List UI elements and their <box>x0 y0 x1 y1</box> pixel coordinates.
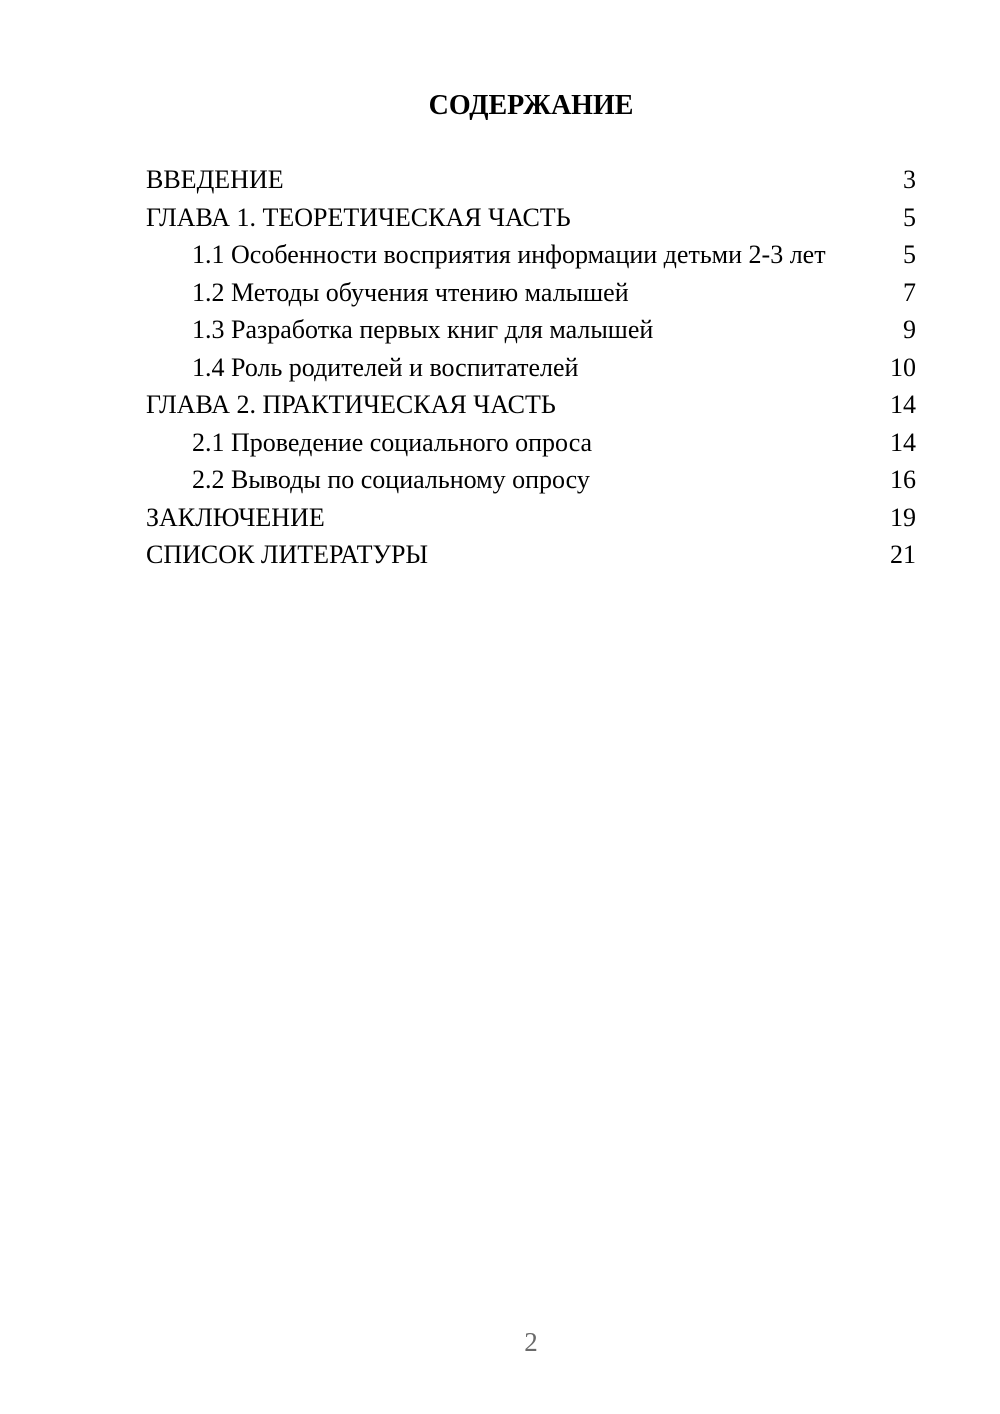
toc-entry-label: 2.2 Выводы по социальному опросу <box>192 465 590 494</box>
toc-entry <box>146 424 916 462</box>
toc-entry-label: 1.4 Роль родителей и воспитателей <box>192 352 579 382</box>
toc-entry-label: 1.1 Особенности восприятия информации детьми 2-3 лет <box>192 240 826 269</box>
toc-entry-label: ГЛАВА 2. ПРАКТИЧЕСКАЯ ЧАСТЬ <box>146 390 556 419</box>
toc-entry-page-number: 19 <box>890 502 916 532</box>
toc-entry-label: 1.2 Методы обучения чтению малышей <box>192 277 629 307</box>
toc-entry-label: ВВЕДЕНИЕ <box>146 165 284 194</box>
toc-entry-label: 2.1 Проведение социального опроса <box>192 427 593 457</box>
toc-entry <box>146 386 916 424</box>
toc-entry-page-number: 16 <box>890 465 916 494</box>
toc-entry <box>146 536 916 574</box>
toc-entry <box>146 349 916 387</box>
toc-entry-page-number: 21 <box>890 540 916 569</box>
table-of-contents <box>146 161 916 574</box>
toc-entry <box>146 161 916 199</box>
toc-entry-page-number: 3 <box>903 165 916 194</box>
toc-entry <box>146 311 916 349</box>
toc-entry-label: 1.3 Разработка первых книг для малышей <box>192 315 654 344</box>
toc-entry-page-number: 7 <box>903 277 916 307</box>
toc-entry <box>146 199 916 237</box>
page-number-footer: 2 <box>524 1327 538 1357</box>
page-title: СОДЕРЖАНИЕ <box>428 90 634 121</box>
toc-entry <box>146 236 916 274</box>
page-content <box>146 0 916 574</box>
toc-entry <box>146 274 916 312</box>
toc-entry-label: ЗАКЛЮЧЕНИЕ <box>146 502 325 532</box>
toc-entry-page-number: 14 <box>890 390 916 419</box>
toc-entry <box>146 499 916 537</box>
toc-entry-page-number: 9 <box>903 315 916 344</box>
toc-entry-label: ГЛАВА 1. ТЕОРЕТИЧЕСКАЯ ЧАСТЬ <box>146 202 571 232</box>
toc-entry <box>146 461 916 499</box>
toc-entry-label: СПИСОК ЛИТЕРАТУРЫ <box>146 540 429 569</box>
toc-entry-page-number: 5 <box>903 202 916 232</box>
toc-entry-page-number: 5 <box>903 240 916 269</box>
toc-entry-page-number: 10 <box>890 352 916 382</box>
toc-entry-page-number: 14 <box>890 427 916 457</box>
